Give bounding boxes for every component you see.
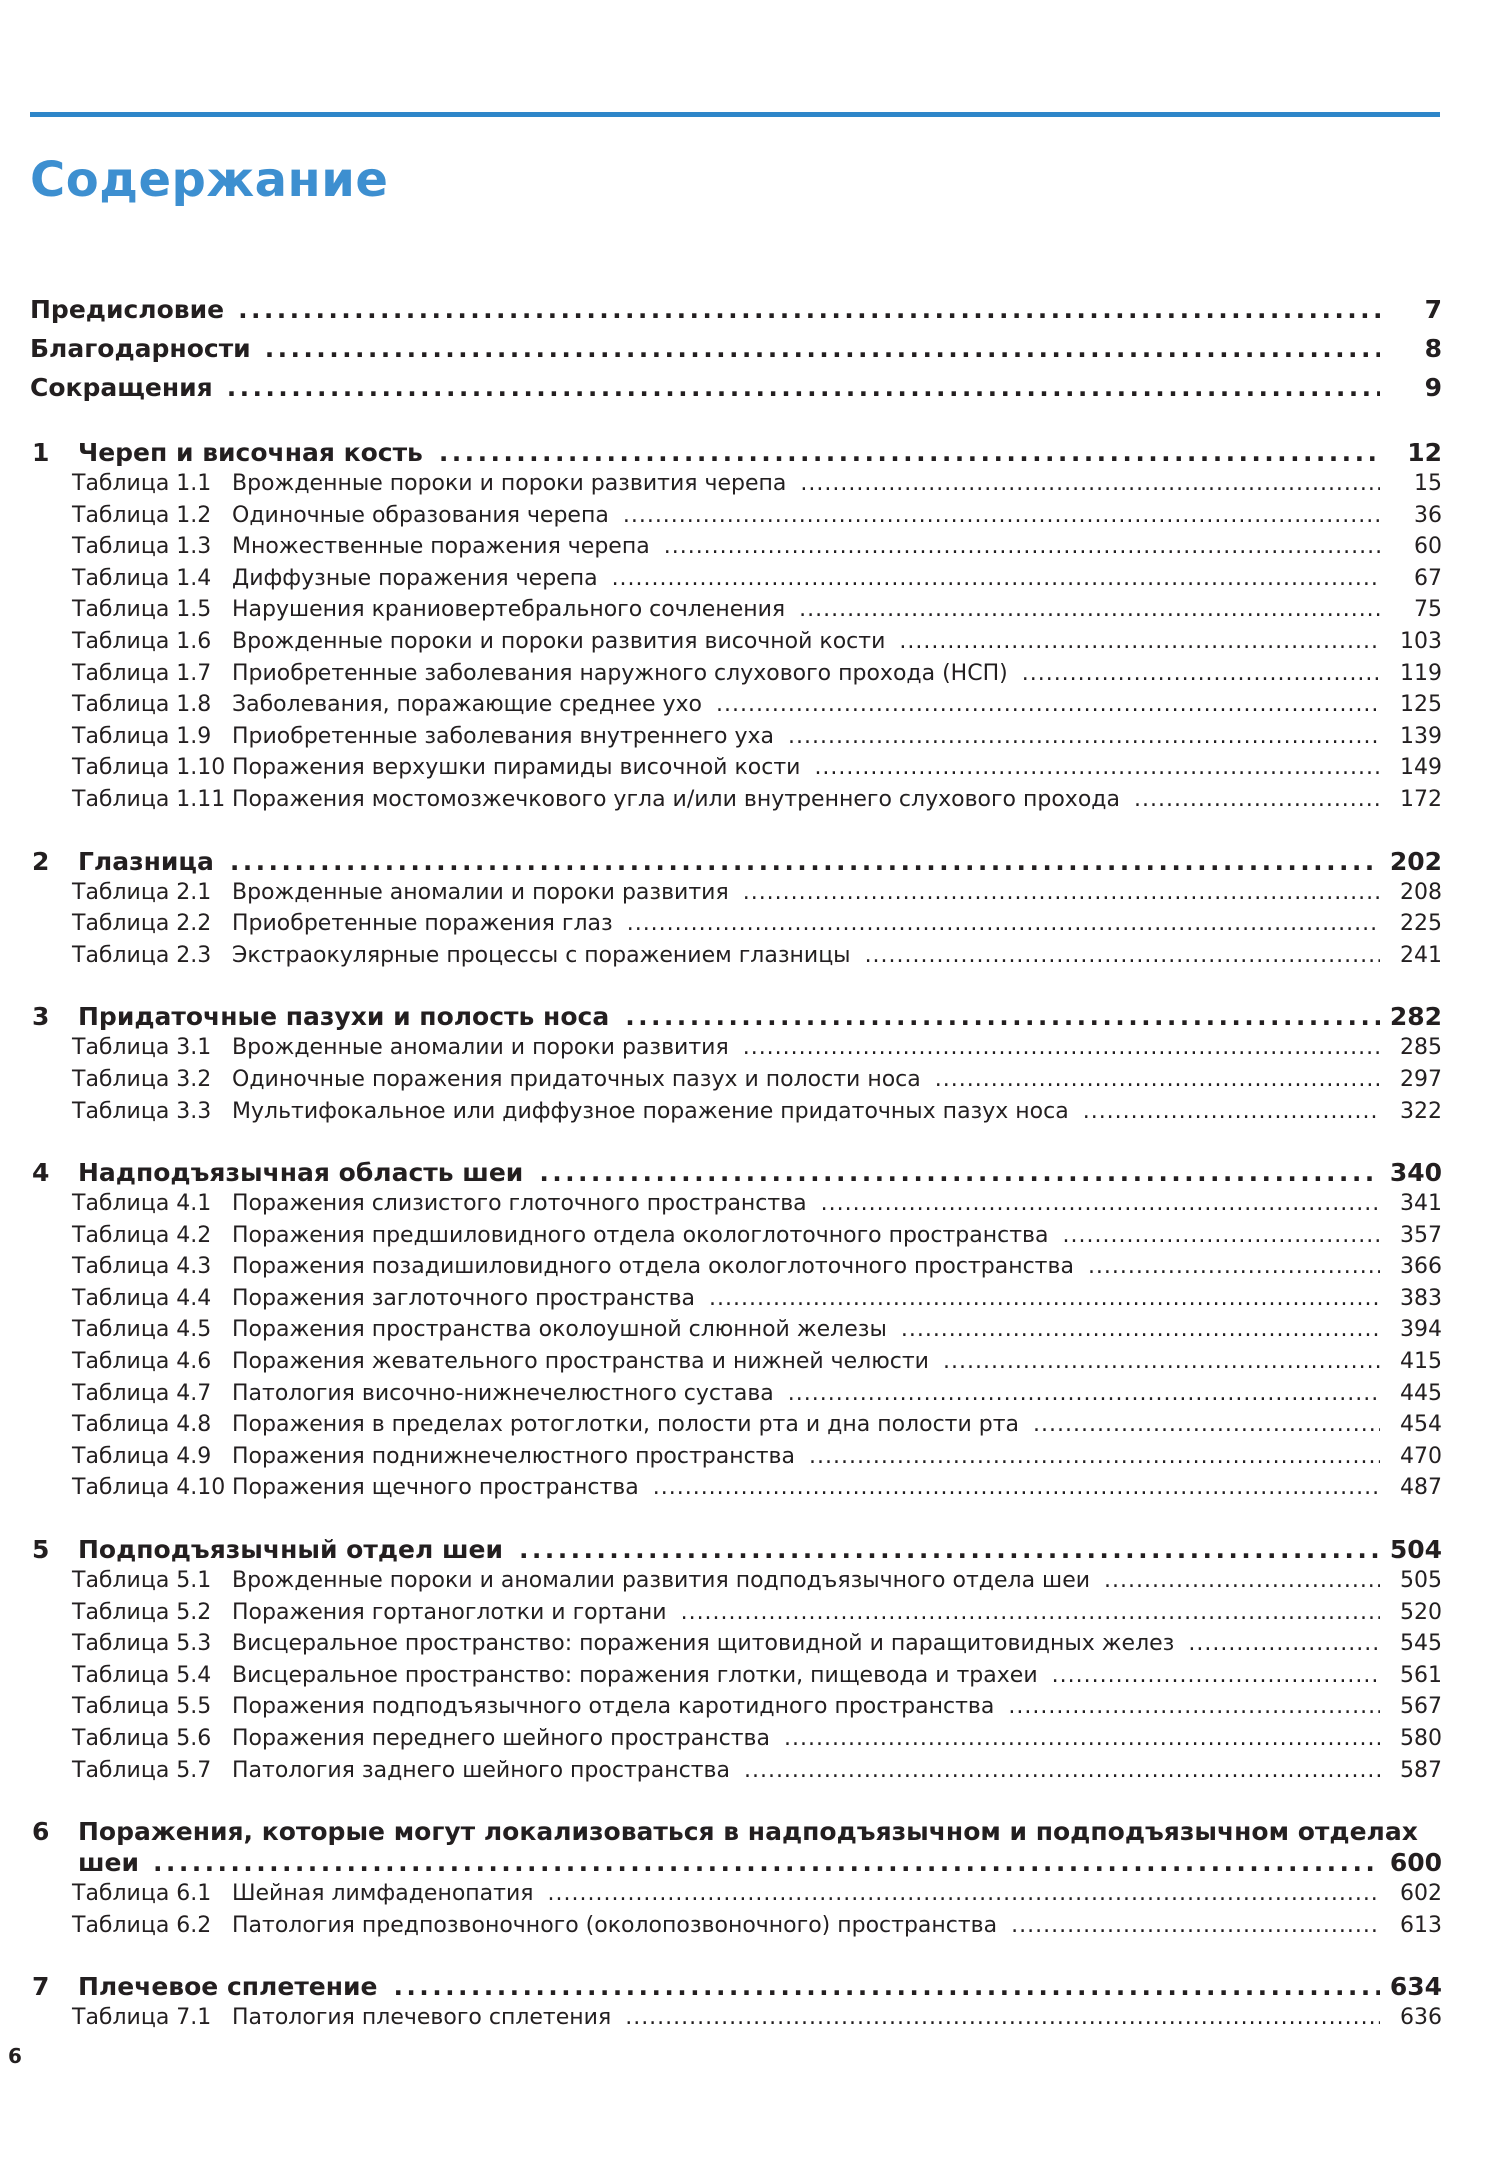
table-title: Поражения гортаноглотки и гортани — [232, 1599, 667, 1625]
chapter-number: 3 — [32, 1002, 50, 1032]
table-title: Поражения поднижнечелюстного пространства — [232, 1443, 795, 1469]
table-title: Заболевания, поражающие среднее ухо — [232, 692, 702, 718]
toc-entry-page: 8 — [1424, 334, 1442, 363]
table-id: Таблица 5.4 — [72, 1662, 212, 1688]
toc-table-entry[interactable] — [30, 1283, 1442, 1315]
table-page: 383 — [1400, 1285, 1442, 1311]
table-id: Таблица 4.2 — [72, 1222, 212, 1248]
dot-leader — [788, 1378, 1380, 1410]
table-title: Множественные поражения черепа — [232, 534, 650, 560]
table-page: 297 — [1400, 1066, 1442, 1092]
toc-table-entry[interactable] — [30, 877, 1442, 909]
toc-entry-abbreviations[interactable] — [30, 368, 1442, 407]
table-title: Врожденные пороки и пороки развития височной кости — [232, 628, 886, 654]
chapter-block — [30, 846, 1442, 972]
chapter-title: Череп и височная кость — [78, 438, 423, 467]
chapter-heading[interactable] — [30, 1816, 1442, 1878]
dot-leader — [539, 1157, 1380, 1188]
toc-table-entry[interactable] — [30, 594, 1442, 626]
table-page: 366 — [1400, 1254, 1442, 1280]
table-page: 225 — [1400, 911, 1442, 937]
chapter-block — [30, 1157, 1442, 1504]
dot-leader — [653, 1472, 1380, 1504]
toc-table-entry[interactable] — [30, 1565, 1442, 1597]
dot-leader — [901, 1314, 1380, 1346]
table-title: Врожденные аномалии и пороки развития — [232, 1035, 729, 1061]
table-id: Таблица 6.1 — [72, 1881, 212, 1907]
table-title: Поражения подподъязычного отдела каротидного пространства — [232, 1694, 995, 1720]
table-id: Таблица 7.1 — [72, 2005, 212, 2031]
chapter-heading[interactable] — [30, 1534, 1442, 1565]
toc-table-entry[interactable] — [30, 1220, 1442, 1252]
table-page: 36 — [1414, 502, 1442, 528]
chapter-page: 340 — [1389, 1158, 1442, 1188]
table-id: Таблица 6.2 — [72, 1912, 212, 1938]
chapter-heading[interactable] — [30, 437, 1442, 468]
table-title: Одиночные образования черепа — [232, 502, 609, 528]
table-title: Висцеральное пространство: поражения щитовидной и паращитовидных желез — [232, 1631, 1175, 1657]
table-page: 561 — [1400, 1662, 1442, 1688]
chapter-list — [30, 437, 1442, 2034]
header-rule — [30, 112, 1440, 117]
dot-leader — [681, 1597, 1380, 1629]
table-title: Поражения слизистого глоточного пространства — [232, 1191, 807, 1217]
table-id: Таблица 5.5 — [72, 1694, 212, 1720]
table-page: 67 — [1414, 565, 1442, 591]
table-id: Таблица 1.3 — [72, 534, 212, 560]
table-page: 322 — [1400, 1098, 1442, 1124]
chapter-number: 7 — [32, 1972, 50, 2002]
table-page: 445 — [1400, 1380, 1442, 1406]
chapter-title: Придаточные пазухи и полость носа — [78, 1002, 610, 1032]
table-title: Патология заднего шейного пространства — [232, 1757, 730, 1783]
table-title: Мультифокальное или диффузное поражение придаточных пазух носа — [232, 1098, 1069, 1124]
table-id: Таблица 3.2 — [72, 1066, 212, 1092]
table-title: Поражения верхушки пирамиды височной кости — [232, 755, 801, 781]
dot-leader — [1011, 1910, 1380, 1942]
dot-leader — [814, 752, 1380, 784]
toc-table-entry[interactable] — [30, 908, 1442, 940]
toc-table-entry[interactable] — [30, 1251, 1442, 1283]
table-title: Поражения пространства околоушной слюнной железы — [232, 1317, 887, 1343]
toc-table-entry[interactable] — [30, 1910, 1442, 1942]
table-page: 125 — [1400, 692, 1442, 718]
chapter-number: 1 — [32, 438, 50, 467]
dot-leader — [227, 368, 1380, 407]
toc-table-entry[interactable] — [30, 1660, 1442, 1692]
dot-leader — [238, 290, 1380, 329]
chapter-title: Подподъязычный отдел шеи — [78, 1535, 504, 1565]
table-title: Патология плечевого сплетения — [232, 2005, 612, 2031]
table-page: 103 — [1400, 628, 1442, 654]
dot-leader — [612, 563, 1380, 595]
chapter-page: 600 — [1389, 1848, 1442, 1878]
toc-table-entry[interactable] — [30, 1314, 1442, 1346]
dot-leader — [265, 329, 1380, 368]
chapter-page: 504 — [1389, 1535, 1442, 1565]
table-page: 470 — [1400, 1443, 1442, 1469]
toc-table-entry[interactable] — [30, 1188, 1442, 1220]
dot-leader — [1188, 1628, 1380, 1660]
dot-leader — [1063, 1220, 1381, 1252]
chapter-title: Глазница — [78, 846, 214, 876]
chapter-page: 202 — [1389, 846, 1442, 876]
table-page: 545 — [1400, 1631, 1442, 1657]
chapter-number: 6 — [32, 1817, 50, 1847]
table-id: Таблица 5.1 — [72, 1568, 212, 1594]
toc-table-entry[interactable] — [30, 1346, 1442, 1378]
chapter-page: 282 — [1389, 1002, 1442, 1032]
table-id: Таблица 2.2 — [72, 911, 212, 937]
table-title: Поражения переднего шейного пространства — [232, 1726, 771, 1751]
toc-table-entry[interactable] — [30, 1628, 1442, 1660]
table-page: 15 — [1414, 471, 1442, 496]
table-page: 567 — [1400, 1694, 1442, 1720]
table-id: Таблица 2.3 — [72, 942, 212, 968]
table-page: 241 — [1400, 942, 1442, 968]
chapter-heading[interactable] — [30, 1971, 1442, 2002]
dot-leader — [788, 721, 1380, 753]
table-page: 172 — [1400, 786, 1442, 812]
chapter-block — [30, 1534, 1442, 1786]
table-of-contents — [30, 290, 1442, 2034]
table-page: 587 — [1400, 1757, 1442, 1783]
page-number: 6 — [8, 2044, 22, 2068]
chapter-number: 4 — [32, 1158, 50, 1188]
dot-leader — [623, 500, 1380, 532]
table-title: Поражения жевательного пространства и нижней челюсти — [232, 1349, 929, 1375]
dot-leader — [548, 1878, 1380, 1910]
table-id: Таблица 1.2 — [72, 502, 212, 528]
dot-leader — [1033, 1409, 1380, 1441]
chapter-title: Плечевое сплетение — [78, 1972, 378, 2002]
dot-leader — [1052, 1660, 1380, 1692]
toc-table-entry[interactable] — [30, 1378, 1442, 1410]
chapter-title: Надподъязычная область шеи — [78, 1158, 524, 1188]
chapter-number: 5 — [32, 1535, 50, 1565]
dot-leader — [743, 1032, 1380, 1064]
dot-leader — [709, 1283, 1380, 1315]
toc-entry-preface[interactable] — [30, 290, 1442, 329]
toc-table-entry[interactable] — [30, 500, 1442, 532]
dot-leader — [865, 940, 1380, 972]
dot-leader — [230, 846, 1380, 877]
chapter-heading[interactable] — [30, 1001, 1442, 1032]
table-id: Таблица 4.7 — [72, 1380, 212, 1406]
dot-leader — [800, 468, 1380, 500]
dot-leader — [899, 626, 1380, 658]
dot-leader — [1134, 784, 1380, 816]
table-id: Таблица 2.1 — [72, 879, 212, 905]
dot-leader — [439, 437, 1380, 468]
dot-leader — [821, 1188, 1380, 1220]
table-page: 636 — [1400, 2005, 1442, 2031]
table-id: Таблица 1.8 — [72, 692, 212, 718]
chapter-heading[interactable] — [30, 1157, 1442, 1188]
toc-entry-page: 9 — [1424, 373, 1442, 402]
dot-leader — [1022, 658, 1380, 690]
toc-table-entry[interactable] — [30, 940, 1442, 972]
chapter-title-line1: Поражения, которые могут локализоваться в надподъязычном и подподъязычном отделах — [78, 1817, 1418, 1847]
dot-leader — [784, 1723, 1380, 1755]
chapter-heading[interactable] — [30, 846, 1442, 877]
dot-leader — [519, 1534, 1380, 1565]
dot-leader — [799, 594, 1380, 626]
toc-table-entry[interactable] — [30, 1597, 1442, 1629]
table-id: Таблица 4.10 — [72, 1475, 226, 1501]
table-page: 520 — [1400, 1599, 1442, 1625]
table-title: Поражения щечного пространства — [232, 1475, 639, 1501]
table-title: Патология предпозвоночного (околопозвоночного) пространства — [232, 1912, 998, 1938]
toc-table-entry[interactable] — [30, 626, 1442, 658]
table-id: Таблица 4.6 — [72, 1349, 212, 1375]
dot-leader — [1083, 1096, 1380, 1128]
toc-table-entry[interactable] — [30, 1723, 1442, 1755]
table-page: 415 — [1400, 1349, 1442, 1375]
toc-entry-label: Предисловие — [30, 295, 225, 324]
chapter-block — [30, 1816, 1442, 1941]
table-title: Приобретенные поражения глаз — [232, 911, 613, 937]
dot-leader — [809, 1441, 1380, 1473]
table-title: Поражения мостомозжечкового угла и/или внутреннего слухового прохода — [232, 786, 1120, 812]
table-id: Таблица 1.10 — [72, 755, 226, 781]
table-page: 208 — [1400, 879, 1442, 905]
toc-table-entry[interactable] — [30, 689, 1442, 721]
toc-table-entry[interactable] — [30, 1096, 1442, 1128]
table-id: Таблица 5.6 — [72, 1726, 212, 1751]
table-page: 394 — [1400, 1317, 1442, 1343]
table-title: Поражения в пределах ротоглотки, полости рта и дна полости рта — [232, 1412, 1020, 1438]
dot-leader — [716, 689, 1380, 721]
table-id: Таблица 1.7 — [72, 660, 212, 686]
table-title: Нарушения краниовертебрального сочленения — [232, 597, 786, 623]
table-title: Патология височно-нижнечелюстного сустава — [232, 1380, 774, 1406]
toc-table-entry[interactable] — [30, 1472, 1442, 1504]
table-title: Диффузные поражения черепа — [232, 565, 598, 591]
dot-leader — [664, 531, 1380, 563]
dot-leader — [625, 1001, 1380, 1032]
toc-table-entry[interactable] — [30, 658, 1442, 690]
chapter-block — [30, 1971, 1442, 2034]
table-title: Врожденные пороки и пороки развития черепа — [232, 471, 787, 496]
table-id: Таблица 5.3 — [72, 1631, 212, 1657]
toc-entry-label: Благодарности — [30, 334, 251, 363]
toc-table-entry[interactable] — [30, 721, 1442, 753]
chapter-title-line2: шеи — [78, 1848, 140, 1878]
table-title: Одиночные поражения придаточных пазух и полости носа — [232, 1066, 921, 1092]
toc-table-entry[interactable] — [30, 1755, 1442, 1787]
table-id: Таблица 1.11 — [72, 786, 226, 812]
chapter-page: 634 — [1389, 1972, 1442, 2002]
table-page: 139 — [1400, 723, 1442, 749]
dot-leader — [625, 2002, 1380, 2034]
toc-table-entry[interactable] — [30, 1064, 1442, 1096]
table-title: Поражения позадишиловидного отдела окологлоточного пространства — [232, 1254, 1074, 1280]
dot-leader — [627, 908, 1380, 940]
toc-table-entry[interactable] — [30, 1691, 1442, 1723]
table-title: Экстраокулярные процессы с поражением глазницы — [232, 942, 851, 968]
chapter-number: 2 — [32, 846, 50, 876]
table-title: Врожденные пороки и аномалии развития подподъязычного отдела шеи — [232, 1568, 1091, 1594]
table-page: 60 — [1414, 534, 1442, 560]
dot-leader — [1088, 1251, 1380, 1283]
table-id: Таблица 3.3 — [72, 1098, 212, 1124]
dot-leader — [394, 1971, 1380, 2002]
table-id: Таблица 4.5 — [72, 1317, 212, 1343]
table-id: Таблица 4.3 — [72, 1254, 212, 1280]
table-page: 341 — [1400, 1191, 1442, 1217]
toc-table-entry[interactable] — [30, 1032, 1442, 1064]
table-id: Таблица 1.5 — [72, 597, 212, 623]
table-id: Таблица 1.6 — [72, 628, 212, 654]
table-page: 602 — [1400, 1881, 1442, 1907]
table-page: 613 — [1400, 1912, 1442, 1938]
dot-leader — [935, 1064, 1380, 1096]
toc-table-entry[interactable] — [30, 563, 1442, 595]
table-id: Таблица 4.4 — [72, 1285, 212, 1311]
table-page: 357 — [1400, 1222, 1442, 1248]
toc-table-entry[interactable] — [30, 752, 1442, 784]
toc-table-entry[interactable] — [30, 531, 1442, 563]
page-title: Содержание — [30, 152, 389, 208]
dot-leader — [943, 1346, 1380, 1378]
dot-leader — [744, 1755, 1380, 1787]
toc-table-entry[interactable] — [30, 784, 1442, 816]
table-page: 505 — [1400, 1568, 1442, 1594]
chapter-block — [30, 437, 1442, 816]
table-title: Поражения предшиловидного отдела окологлоточного пространства — [232, 1222, 1049, 1248]
table-id: Таблица 5.7 — [72, 1757, 212, 1783]
dot-leader — [1104, 1565, 1380, 1597]
table-title: Приобретенные заболевания наружного слухового прохода (НСП) — [232, 660, 1008, 686]
dot-leader — [1008, 1691, 1380, 1723]
table-id: Таблица 4.8 — [72, 1412, 212, 1438]
chapter-block — [30, 1001, 1442, 1127]
toc-table-entry[interactable] — [30, 468, 1442, 500]
table-title: Врожденные аномалии и пороки развития — [232, 879, 729, 905]
table-page: 580 — [1400, 1726, 1442, 1751]
dot-leader — [153, 1847, 1380, 1878]
dot-leader — [743, 877, 1380, 909]
chapter-page: 12 — [1407, 438, 1442, 467]
table-page: 454 — [1400, 1412, 1442, 1438]
toc-table-entry[interactable] — [30, 1878, 1442, 1910]
table-id: Таблица 5.2 — [72, 1599, 212, 1625]
table-title: Поражения заглоточного пространства — [232, 1285, 696, 1311]
table-id: Таблица 3.1 — [72, 1035, 212, 1061]
table-page: 285 — [1400, 1035, 1442, 1061]
table-id: Таблица 1.9 — [72, 723, 212, 749]
table-page: 119 — [1400, 660, 1442, 686]
table-id: Таблица 4.1 — [72, 1191, 212, 1217]
toc-table-entry[interactable] — [30, 1441, 1442, 1473]
table-page: 149 — [1400, 755, 1442, 781]
toc-table-entry[interactable] — [30, 1409, 1442, 1441]
table-page: 75 — [1414, 597, 1442, 623]
table-page: 487 — [1400, 1475, 1442, 1501]
toc-entry-acknowledgements[interactable] — [30, 329, 1442, 368]
table-id: Таблица 1.1 — [72, 471, 212, 496]
table-title: Висцеральное пространство: поражения глотки, пищевода и трахеи — [232, 1662, 1038, 1688]
table-id: Таблица 4.9 — [72, 1443, 212, 1469]
toc-table-entry[interactable] — [30, 2002, 1442, 2034]
table-title: Шейная лимфаденопатия — [232, 1881, 534, 1907]
toc-entry-label: Сокращения — [30, 373, 213, 402]
table-id: Таблица 1.4 — [72, 565, 212, 591]
table-title: Приобретенные заболевания внутреннего уха — [232, 723, 775, 749]
toc-entry-page: 7 — [1424, 295, 1442, 324]
